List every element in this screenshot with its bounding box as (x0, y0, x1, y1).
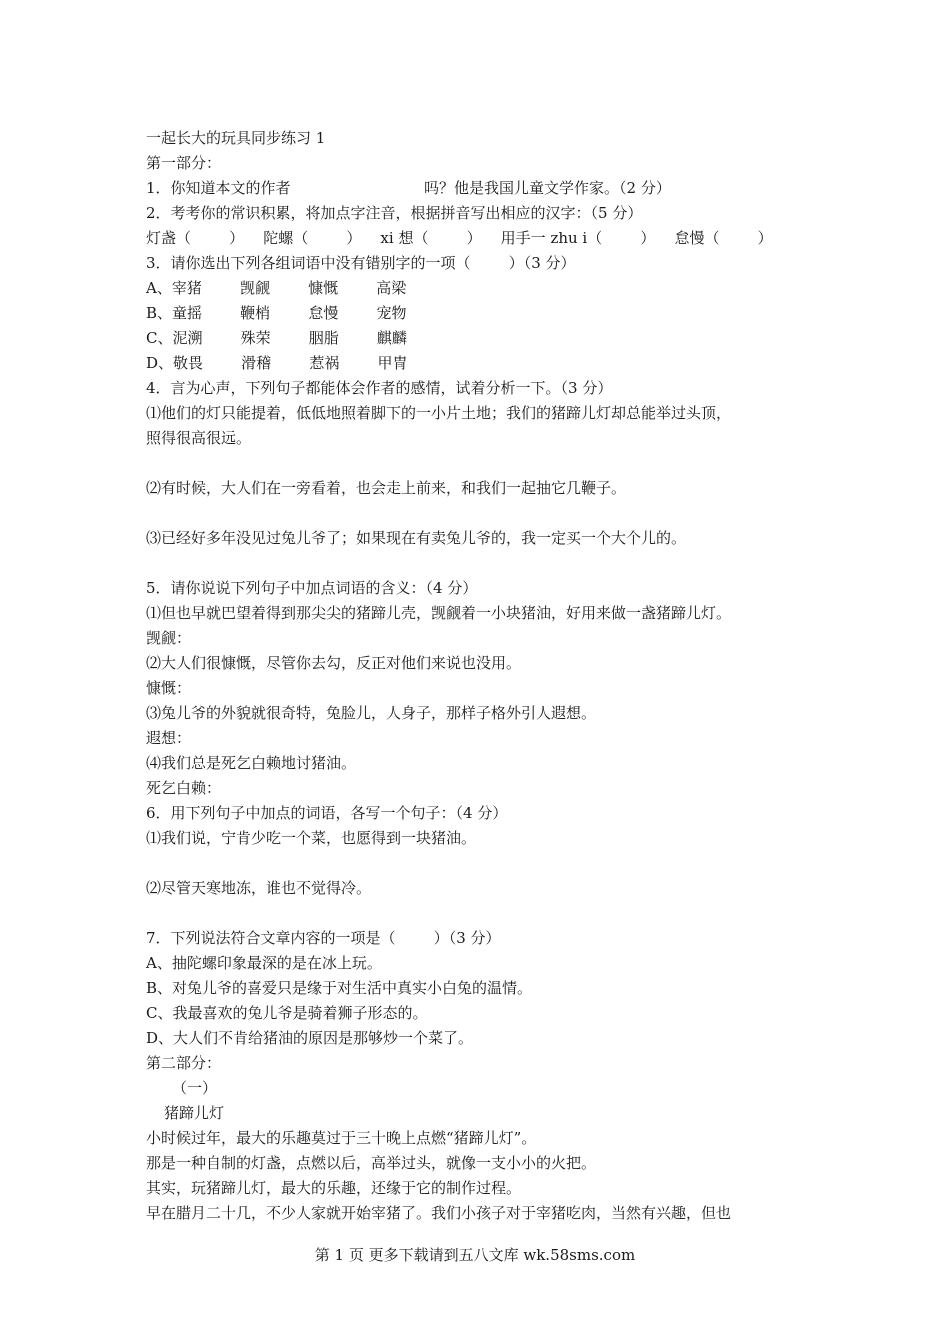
answer-label: 死乞白赖： (146, 779, 222, 797)
question-3: 3．请你选出下列各组词语中没有错别字的一项（ ）（3 分） (146, 254, 576, 272)
question-5: 5．请你说说下列句子中加点词语的含义：（4 分） (146, 579, 478, 597)
question-6: 6．用下列句子中加点的词语，各写一个句子：（4 分） (146, 804, 508, 822)
passage-line: 那是一种自制的灯盏，点燃以后，高举过头，就像一支小小的火把。 (146, 1154, 597, 1172)
option-a: A、宰猪 觊觎 慷慨 高梁 (146, 279, 407, 297)
answer-label: 慷慨： (146, 679, 192, 697)
question-2-items: 灯盏（ ） 陀螺（ ） xi 想（ ） 用手一 zhu i（ ） 怠慢（ ） (146, 229, 773, 247)
question-7: 7．下列说法符合文章内容的一项是（ ）（3 分） (146, 929, 501, 947)
page-footer: 第 1 页 更多下载请到五八文库 wk.58sms.com (314, 1246, 636, 1264)
answer-label: 觊觎： (146, 629, 192, 647)
sentence-line: ⑶已经好多年没见过兔儿爷了；如果现在有卖兔儿爷的，我一定买一个大个儿的。 (146, 529, 687, 547)
passage-line: 其实，玩猪蹄儿灯，最大的乐趣，还缘于它的制作过程。 (146, 1179, 522, 1197)
question-1: 1．你知道本文的作者 吗？他是我国儿童文学作家。（2 分） (146, 179, 671, 197)
section-label: （一） (172, 1079, 218, 1097)
part-heading: 第二部分： (146, 1054, 222, 1072)
sentence-line: ⑵尽管天寒地冻，谁也不觉得冷。 (146, 879, 372, 897)
passage-line: 早在腊月二十几，不少人家就开始宰猪了。我们小孩子对于宰猪吃肉，当然有兴趣，但也 (146, 1204, 732, 1222)
sentence-line: ⑴我们说，宁肯少吃一个菜，也愿得到一块猪油。 (146, 829, 477, 847)
option-d: D、大人们不肯给猪油的原因是那够炒一个菜了。 (146, 1029, 474, 1047)
option-b: B、童摇 鞭梢 怠慢 宠物 (146, 304, 407, 322)
passage-line: 小时候过年，最大的乐趣莫过于三十晚上点燃“猪蹄儿灯”。 (146, 1129, 537, 1147)
option-c: C、泥溯 殊荣 胭脂 麒麟 (146, 329, 407, 347)
sentence-line: ⑶兔儿爷的外貌就很奇特，兔脸儿，人身子，那样子格外引人遐想。 (146, 704, 597, 722)
answer-label: 遐想： (146, 729, 192, 747)
sentence-line: 照得很高很远。 (146, 429, 252, 447)
question-4: 4．言为心声，下列句子都能体会作者的感情，试着分析一下。（3 分） (146, 379, 613, 397)
question-2: 2．考考你的常识积累，将加点字注音，根据拼音写出相应的汉字：（5 分） (146, 204, 643, 222)
sentence-line: ⑵有时候，大人们在一旁看着，也会走上前来，和我们一起抽它几鞭子。 (146, 479, 627, 497)
option-c: C、我最喜欢的兔儿爷是骑着狮子形态的。 (146, 1004, 428, 1022)
doc-title: 一起长大的玩具同步练习 1 (146, 129, 326, 147)
sentence-line: ⑴但也早就巴望着得到那尖尖的猪蹄儿壳，觊觎着一小块猪油，好用来做一盏猪蹄儿灯。 (146, 604, 732, 622)
option-b: B、对兔儿爷的喜爱只是缘于对生活中真实小白兔的温情。 (146, 979, 533, 997)
part-heading: 第一部分： (146, 154, 222, 172)
option-a: A、抽陀螺印象最深的是在冰上玩。 (146, 954, 382, 972)
sentence-line: ⑵大人们很慷慨，尽管你去勾，反正对他们来说也没用。 (146, 654, 522, 672)
sentence-line: ⑴他们的灯只能提着，低低地照着脚下的一小片土地；我们的猪蹄儿灯却总能举过头顶， (146, 404, 732, 422)
passage-title: 猪蹄儿灯 (164, 1104, 225, 1122)
option-d: D、敬畏 滑稽 惹祸 甲冑 (146, 354, 408, 372)
sentence-line: ⑷我们总是死乞白赖地讨猪油。 (146, 754, 357, 772)
